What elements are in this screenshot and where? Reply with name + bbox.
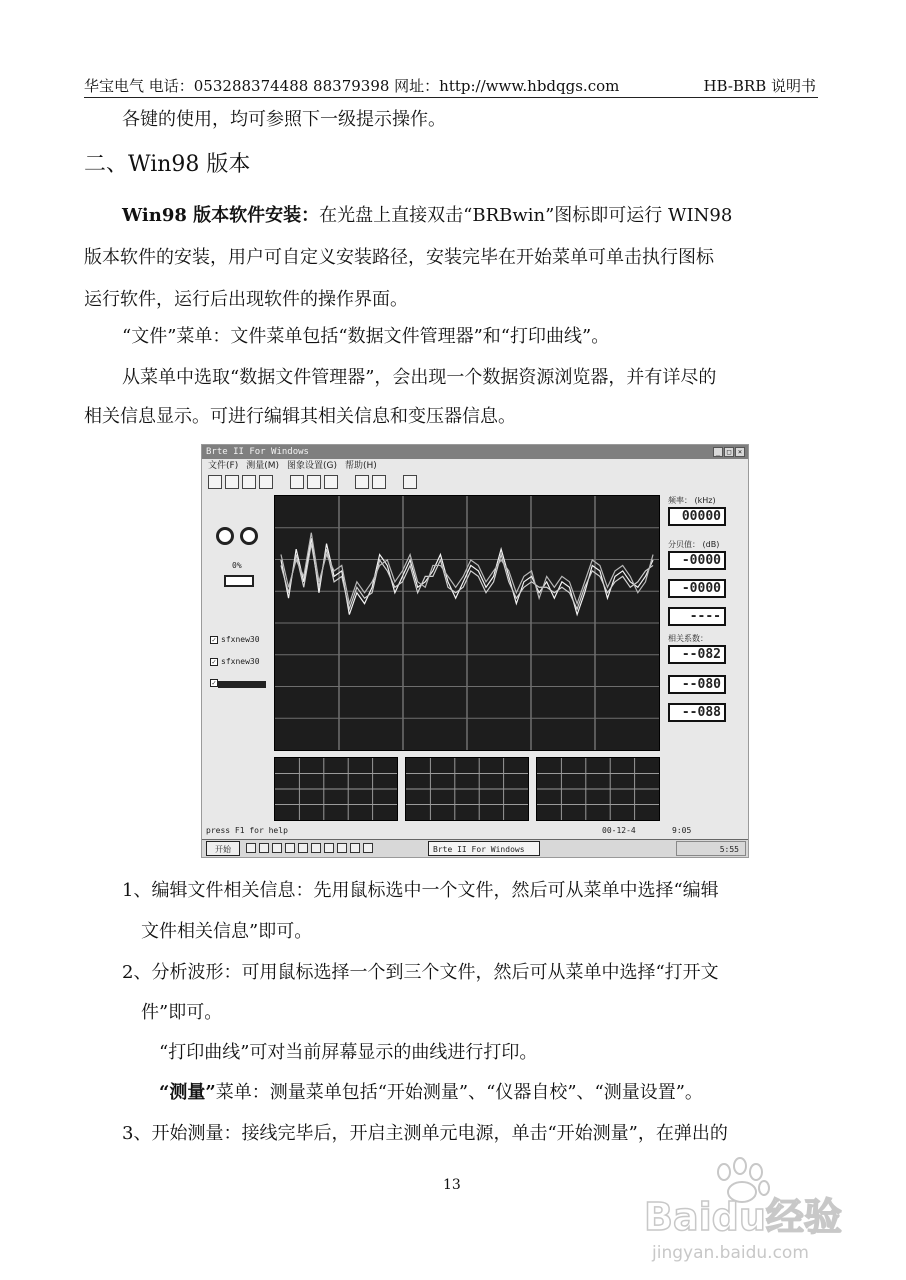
menu-file: 文件(F) — [208, 461, 239, 471]
system-tray — [676, 841, 746, 856]
quick-launch — [246, 843, 373, 853]
install-line-2: 版本软件的安装，用户可自定义安装路径，安装完毕在开始菜单可单击执行图标 — [84, 247, 714, 268]
quick-launch-icon — [298, 843, 308, 853]
checkbox-checked-icon: ✓ — [211, 679, 217, 687]
quick-launch-icon — [285, 843, 295, 853]
status-time: 9:05 — [672, 826, 692, 835]
taskbar-app-item: Brte II For Windows — [428, 841, 540, 856]
file-checkbox-1-label: sfxnew30 — [221, 635, 260, 644]
quick-launch-icon — [324, 843, 334, 853]
measure-menu-line — [159, 1081, 703, 1105]
install-line-3: 运行软件，运行后出现软件的操作界面。 — [84, 289, 408, 310]
window-toolbar — [202, 475, 748, 491]
settings-icon — [259, 475, 273, 489]
install-text-1: 在光盘上直接双击“BRBwin”图标即可运行 WIN98 — [319, 205, 733, 226]
cursor-icon — [290, 475, 304, 489]
correlation-display-2: --080 — [668, 675, 726, 694]
window-statusbar — [202, 825, 748, 837]
item-2-line-2: 件”即可。 — [141, 1002, 223, 1023]
tray-clock: 5:55 — [719, 845, 739, 854]
freq-display: 00000 — [668, 507, 726, 526]
section-title — [84, 151, 250, 179]
window-controls — [713, 447, 745, 457]
page-number: 13 — [443, 1177, 461, 1193]
software-screenshot — [201, 444, 749, 858]
file-checkbox-2-label: sfxnew30 — [221, 657, 260, 666]
zoom-icon — [307, 475, 321, 489]
watermark-brand: Baidu经验 — [644, 1195, 842, 1239]
manager-line-1: 从菜单中选取“数据文件管理器”，会出现一个数据资源浏览器，并有详尽的 — [122, 367, 717, 388]
header-doc-title: HB-BRB 说明书 — [703, 77, 816, 95]
checkbox-checked-icon: ✓ — [211, 635, 217, 644]
freq-label: 频率： (kHz) — [668, 496, 716, 505]
print-icon — [225, 475, 239, 489]
status-box — [224, 575, 254, 587]
quick-launch-icon — [311, 843, 321, 853]
thumbnail-plots — [274, 757, 660, 821]
start-button: 开始 — [206, 841, 240, 856]
file-checkbox-3 — [210, 679, 218, 687]
window-menubar — [202, 459, 748, 473]
curve-icon — [324, 475, 338, 489]
dial-icon — [214, 525, 262, 559]
measure-rest: 菜单：测量菜单包括“开始测量”、“仪器自校”、“测量设置”。 — [215, 1082, 703, 1103]
watermark-url: jingyan.baidu.com — [652, 1243, 809, 1263]
file-menu-line: “文件”菜单：文件菜单包括“数据文件管理器”和“打印曲线”。 — [122, 326, 610, 347]
file-3-bar — [218, 681, 266, 688]
menu-measure: 测量(M) — [246, 461, 279, 471]
quick-launch-icon — [350, 843, 360, 853]
layout-icon — [372, 475, 386, 489]
page-header — [84, 76, 818, 98]
quick-launch-icon — [259, 843, 269, 853]
close-icon: × — [735, 447, 745, 457]
help-icon — [403, 475, 417, 489]
open-file-icon — [208, 475, 222, 489]
correlation-label: 相关系数： — [668, 634, 708, 643]
item-3-line-1: 3、开始测量：接线完毕后，开启主测单元电源，单击“开始测量”，在弹出的 — [122, 1123, 728, 1144]
quick-launch-icon — [363, 843, 373, 853]
baidu-watermark — [632, 1150, 882, 1270]
correlation-display-1: --082 — [668, 645, 726, 664]
thumbnail-plot-3 — [536, 757, 660, 821]
grid-icon — [355, 475, 369, 489]
item-1-line-2: 文件相关信息”即可。 — [141, 921, 313, 942]
left-panel — [206, 525, 270, 705]
window-titlebar — [202, 445, 748, 459]
db-display-1: -0000 — [668, 551, 726, 570]
measure-lead: “测量” — [159, 1082, 216, 1103]
chart-icon — [242, 475, 256, 489]
menu-graph-settings: 图象设置(G) — [287, 461, 337, 471]
quick-launch-icon — [272, 843, 282, 853]
waveform-plot — [274, 495, 660, 751]
section-title-text: 二、Win98 版本 — [84, 152, 251, 177]
correlation-display-3: --088 — [668, 703, 726, 722]
menu-help: 帮助(H) — [345, 461, 377, 471]
db-display-3: ---- — [668, 607, 726, 626]
checkbox-checked-icon: ✓ — [211, 657, 217, 666]
maximize-icon: □ — [724, 447, 734, 457]
db-display-2: -0000 — [668, 579, 726, 598]
thumbnail-plot-2 — [405, 757, 529, 821]
db-label: 分贝值： (dB) — [668, 540, 720, 549]
header-contact: 华宝电气 电话：053288374488 88379398 网址：http://www.hbdqgs.com — [84, 77, 620, 95]
window-title: Brte II For Windows — [206, 447, 309, 457]
file-checkbox-2 — [210, 657, 260, 666]
install-lead: Win98 版本软件安装： — [122, 205, 320, 226]
manager-line-2: 相关信息显示。可进行编辑其相关信息和变压器信息。 — [84, 406, 516, 427]
item-1-line-1: 1、编辑文件相关信息：先用鼠标选中一个文件，然后可从菜单中选择“编辑 — [122, 880, 719, 901]
print-curve-line: “打印曲线”可对当前屏幕显示的曲线进行打印。 — [159, 1042, 538, 1063]
intro-line: 各键的使用，均可参照下一级提示操作。 — [122, 109, 446, 130]
thumbnail-plot-1 — [274, 757, 398, 821]
progress-percent: 0% — [232, 561, 242, 570]
status-help-text: press F1 for help — [206, 826, 288, 835]
status-date: 00-12-4 — [602, 826, 636, 835]
readout-panel — [664, 495, 748, 775]
os-taskbar — [202, 839, 748, 857]
quick-launch-icon — [337, 843, 347, 853]
minimize-icon: _ — [713, 447, 723, 457]
item-2-line-1: 2、分析波形：可用鼠标选择一个到三个文件，然后可从菜单中选择“打开文 — [122, 962, 719, 983]
file-checkbox-1 — [210, 635, 260, 644]
quick-launch-icon — [246, 843, 256, 853]
install-line-1 — [122, 204, 732, 228]
